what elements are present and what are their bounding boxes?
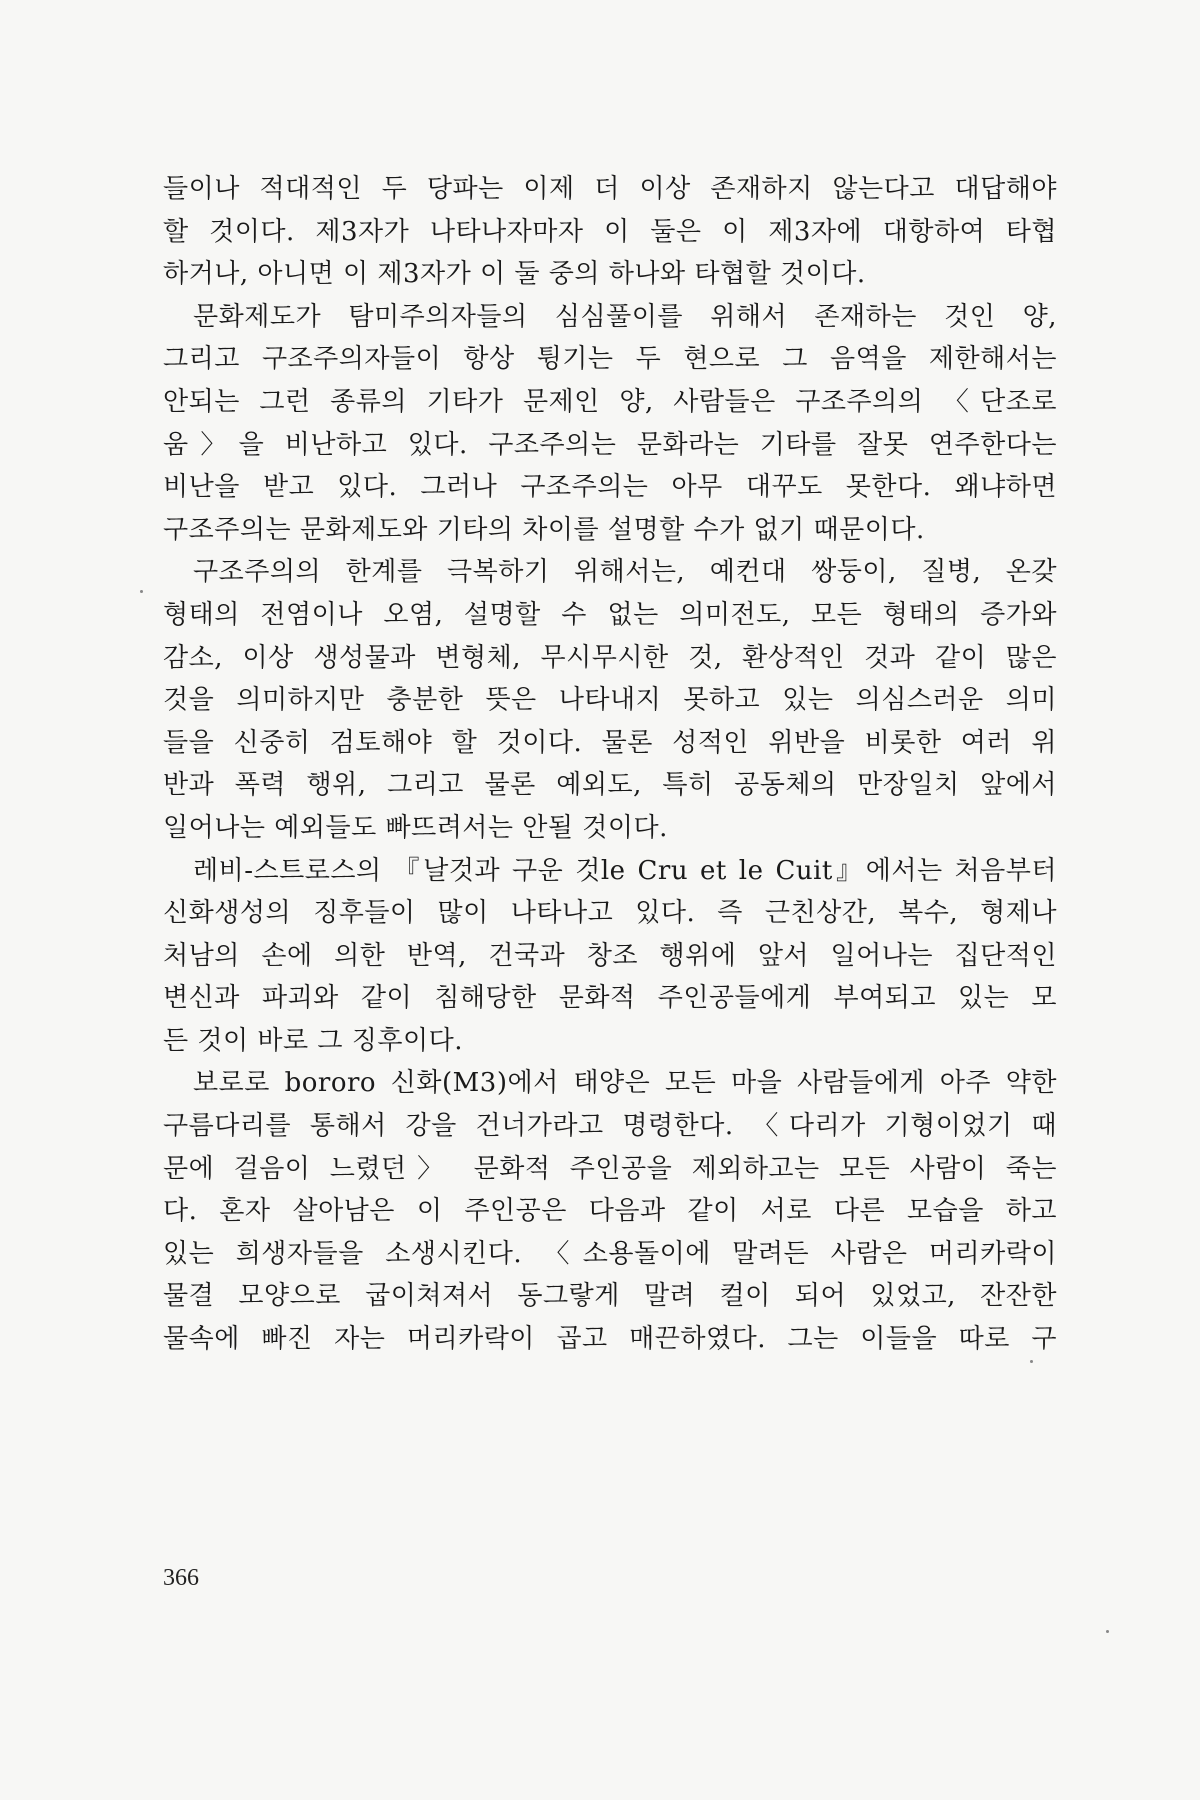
text-line: 반과 폭력 행위, 그리고 물론 예외도, 특히 공동체의 만장일치 앞에서 — [163, 770, 1057, 801]
page-number: 366 — [163, 1565, 199, 1591]
text-line: 든 것이 바로 그 징후이다. — [163, 1025, 463, 1056]
text-line: 일어나는 예외들도 빠뜨려서는 안될 것이다. — [163, 812, 668, 843]
text-line: 들을 신중히 검토해야 할 것이다. 물론 성적인 위반을 비롯한 여러 위 — [163, 727, 1057, 758]
text-line: 문에 걸음이 느렸던〉 문화적 주인공을 제외하고는 모든 사람이 죽는 — [163, 1153, 1057, 1184]
text-line: 구조주의는 문화제도와 기타의 차이를 설명할 수가 없기 때문이다. — [163, 514, 925, 545]
text-line: 다. 혼자 살아남은 이 주인공은 다음과 같이 서로 다른 모습을 하고 — [163, 1196, 1057, 1227]
text-line: 보로로 bororo 신화(M3)에서 태양은 모든 마을 사람들에게 아주 약한 — [193, 1068, 1057, 1099]
text-line: 그리고 구조주의자들이 항상 튕기는 두 현으로 그 음역을 제한해서는 — [163, 344, 1057, 375]
text-line: 구름다리를 통해서 강을 건너가라고 명령한다. 〈다리가 기형이었기 때 — [163, 1111, 1057, 1142]
text-line: 형태의 전염이나 오염, 설명할 수 없는 의미전도, 모든 형태의 증가와 — [163, 599, 1057, 630]
body-text — [163, 168, 1057, 1361]
text-line: 신화생성의 징후들이 많이 나타나고 있다. 즉 근친상간, 복수, 형제나 — [163, 898, 1057, 929]
text-line: 문화제도가 탐미주의자들의 심심풀이를 위해서 존재하는 것인 양, — [193, 301, 1057, 332]
text-line: 할 것이다. 제3자가 나타나자마자 이 둘은 이 제3자에 대항하여 타협 — [163, 216, 1057, 247]
text-line: 물결 모양으로 굽이쳐져서 동그랗게 말려 컬이 되어 있었고, 잔잔한 — [163, 1281, 1057, 1312]
text-line: 하거나, 아니면 이 제3자가 이 둘 중의 하나와 타협할 것이다. — [163, 259, 866, 290]
text-line: 움〉을 비난하고 있다. 구조주의는 문화라는 기타를 잘못 연주한다는 — [163, 429, 1057, 460]
text-line: 감소, 이상 생성물과 변형체, 무시무시한 것, 환상적인 것과 같이 많은 — [163, 642, 1057, 673]
scan-speck — [1030, 1360, 1033, 1363]
text-line: 구조주의의 한계를 극복하기 위해서는, 예컨대 쌍둥이, 질병, 온갖 — [193, 557, 1057, 588]
text-line: 레비-스트로스의 『날것과 구운 것le Cru et le Cuit』에서는 처음부터 — [193, 855, 1057, 886]
text-line: 들이나 적대적인 두 당파는 이제 더 이상 존재하지 않는다고 대답해야 — [163, 174, 1057, 204]
scan-speck — [140, 590, 143, 593]
text-line: 변신과 파괴와 같이 침해당한 문화적 주인공들에게 부여되고 있는 모 — [163, 983, 1057, 1014]
text-line: 비난을 받고 있다. 그러나 구조주의는 아무 대꾸도 못한다. 왜냐하면 — [163, 472, 1057, 503]
text-line: 것을 의미하지만 충분한 뜻은 나타내지 못하고 있는 의심스러운 의미 — [163, 685, 1057, 716]
scan-speck — [1106, 1630, 1109, 1633]
text-line: 있는 희생자들을 소생시킨다. 〈소용돌이에 말려든 사람은 머리카락이 — [163, 1238, 1057, 1269]
text-line: 물속에 빠진 자는 머리카락이 곱고 매끈하였다. 그는 이들을 따로 구 — [163, 1324, 1057, 1355]
text-line: 안되는 그런 종류의 기타가 문제인 양, 사람들은 구조주의의 〈단조로 — [163, 386, 1057, 417]
text-line: 처남의 손에 의한 반역, 건국과 창조 행위에 앞서 일어나는 집단적인 — [163, 940, 1057, 971]
